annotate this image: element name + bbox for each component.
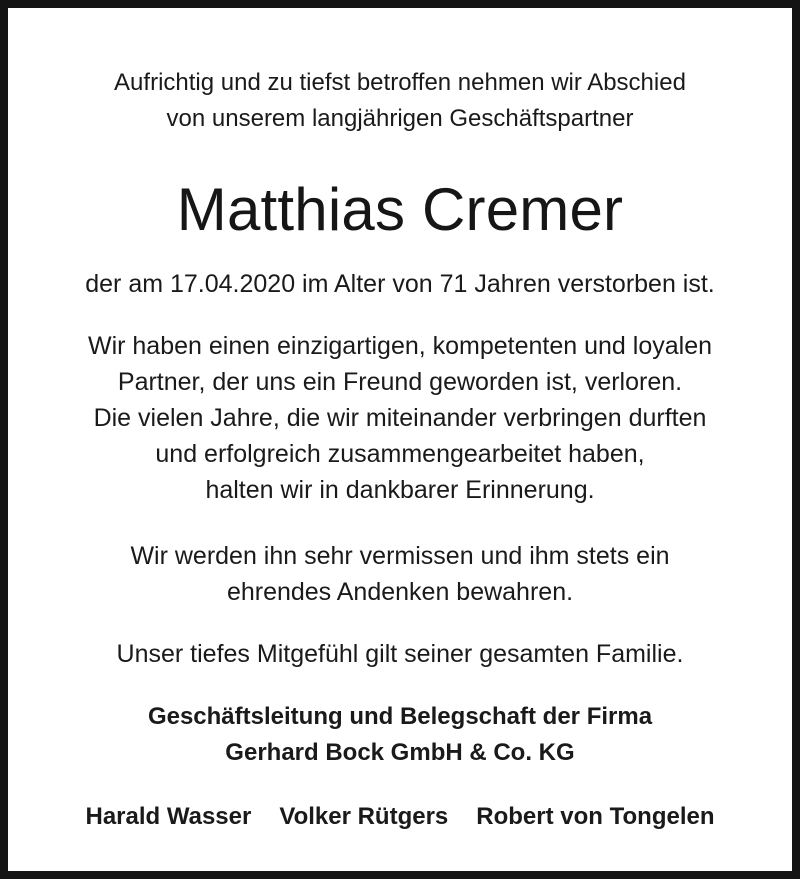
tribute-line-5: halten wir in dankbarer Erinnerung. — [205, 476, 595, 504]
sender-company: Gerhard Bock GmbH & Co. KG — [225, 739, 575, 766]
signatory-1: Harald Wasser — [85, 803, 252, 830]
signatories — [16, 800, 784, 834]
tribute-line-3: Die vielen Jahre, die wir miteinander verbringen durften — [93, 404, 707, 432]
notice-content — [16, 16, 784, 863]
tribute-line-4: und erfolgreich zusammengearbeitet haben, — [155, 440, 645, 468]
deceased-name: Matthias Cremer — [176, 176, 624, 243]
tribute-line-1: Wir haben einen einzigartigen, kompetenten und loyalen — [87, 332, 713, 360]
intro-line-2: von unserem langjährigen Geschäftspartner — [166, 105, 634, 132]
signatory-3: Robert von Tongelen — [476, 803, 715, 830]
tribute-line-2: Partner, der uns ein Freund geworden ist, verloren. — [117, 368, 683, 396]
sender-line-1: Geschäftsleitung und Belegschaft der Firma — [147, 703, 653, 730]
signatory-2: Volker Rütgers — [279, 803, 449, 830]
condolence-line: Unser tiefes Mitgefühl gilt seiner gesamten Familie. — [116, 640, 684, 668]
remembrance-line-2: ehrendes Andenken bewahren. — [226, 578, 574, 606]
death-date-line: der am 17.04.2020 im Alter von 71 Jahren verstorben ist. — [85, 270, 715, 298]
intro-line-1: Aufrichtig und zu tiefst betroffen nehmen wir Abschied — [114, 69, 686, 96]
remembrance-line-1: Wir werden ihn sehr vermissen und ihm stets ein — [130, 542, 670, 570]
